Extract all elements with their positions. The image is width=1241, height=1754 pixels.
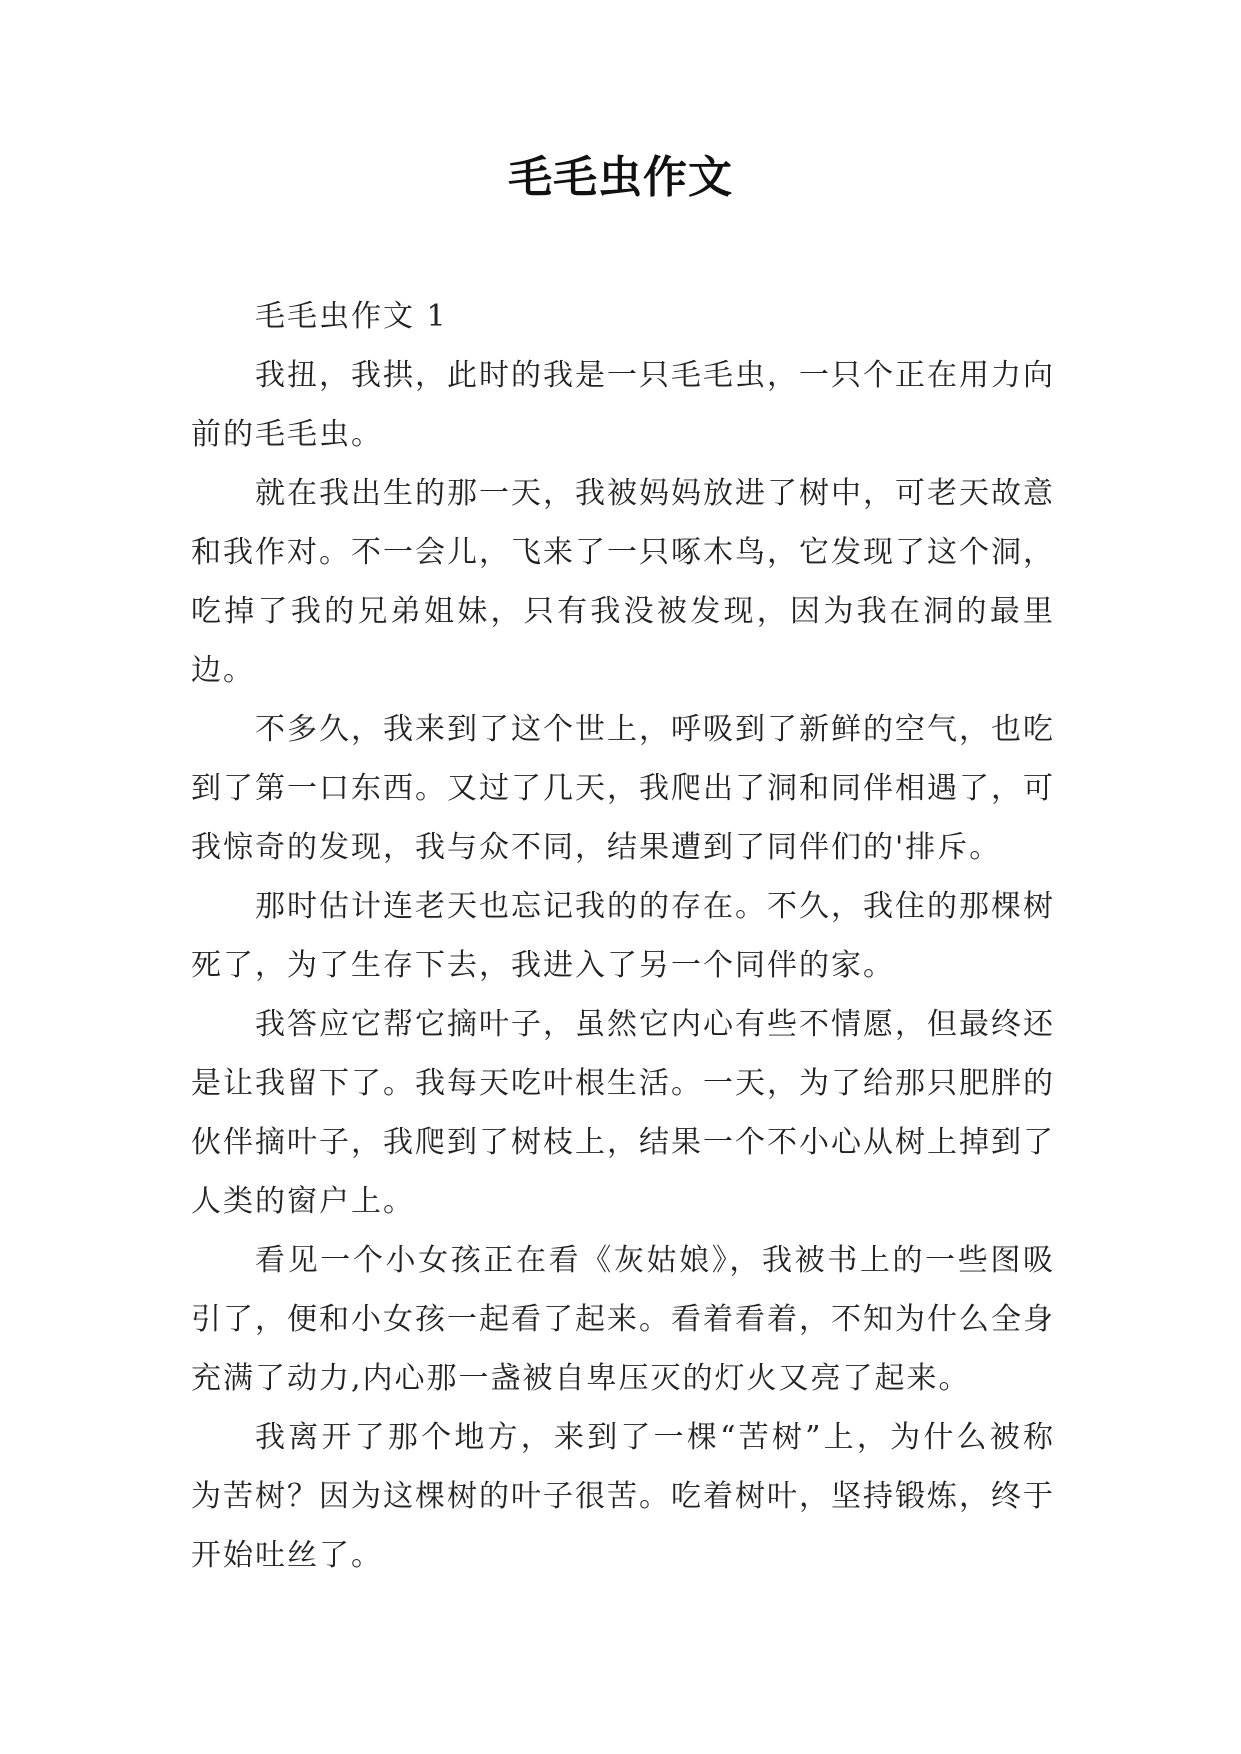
paragraph: 不多久，我来到了这个世上，呼吸到了新鲜的空气，也吃到了第一口东西。又过了几天，我爬出了洞和同伴相遇了，可我惊奇的发现，我与众不同，结果遭到了同伴们的'排斥。 — [191, 712, 1055, 865]
paragraph: 看见一个小女孩正在看《灰姑娘》，我被书上的一些图吸引了，便和小女孩一起看了起来。看着看着，不知为什么全身充满了动力,内心那一盏被自卑压灭的灯火又亮了起来。 — [191, 1243, 1055, 1396]
paragraph-subtitle: 毛毛虫作文 1 — [255, 299, 448, 334]
document-body — [191, 287, 1055, 1585]
paragraph: 就在我出生的那一天，我被妈妈放进了树中，可老天故意和我作对。不一会儿，飞来了一只啄木鸟，它发现了这个洞，吃掉了我的兄弟姐妹，只有我没被发现，因为我在洞的最里边。 — [191, 476, 1055, 688]
document-title: 毛毛虫作文 — [508, 152, 733, 203]
paragraph: 我扭，我拱，此时的我是一只毛毛虫，一只个正在用力向前的毛毛虫。 — [191, 358, 1055, 452]
paragraph: 我答应它帮它摘叶子，虽然它内心有些不情愿，但最终还是让我留下了。我每天吃叶根生活。一天，为了给那只肥胖的伙伴摘叶子，我爬到了树枝上，结果一个不小心从树上掉到了人类的窗户上。 — [191, 1007, 1055, 1219]
paragraph: 那时估计连老天也忘记我的的存在。不久，我住的那棵树死了，为了生存下去，我进入了另一个同伴的家。 — [191, 889, 1055, 983]
paragraph: 我离开了那个地方，来到了一棵“苦树”上，为什么被称为苦树？因为这棵树的叶子很苦。吃着树叶，坚持锻炼，终于开始吐丝了。 — [191, 1420, 1055, 1573]
